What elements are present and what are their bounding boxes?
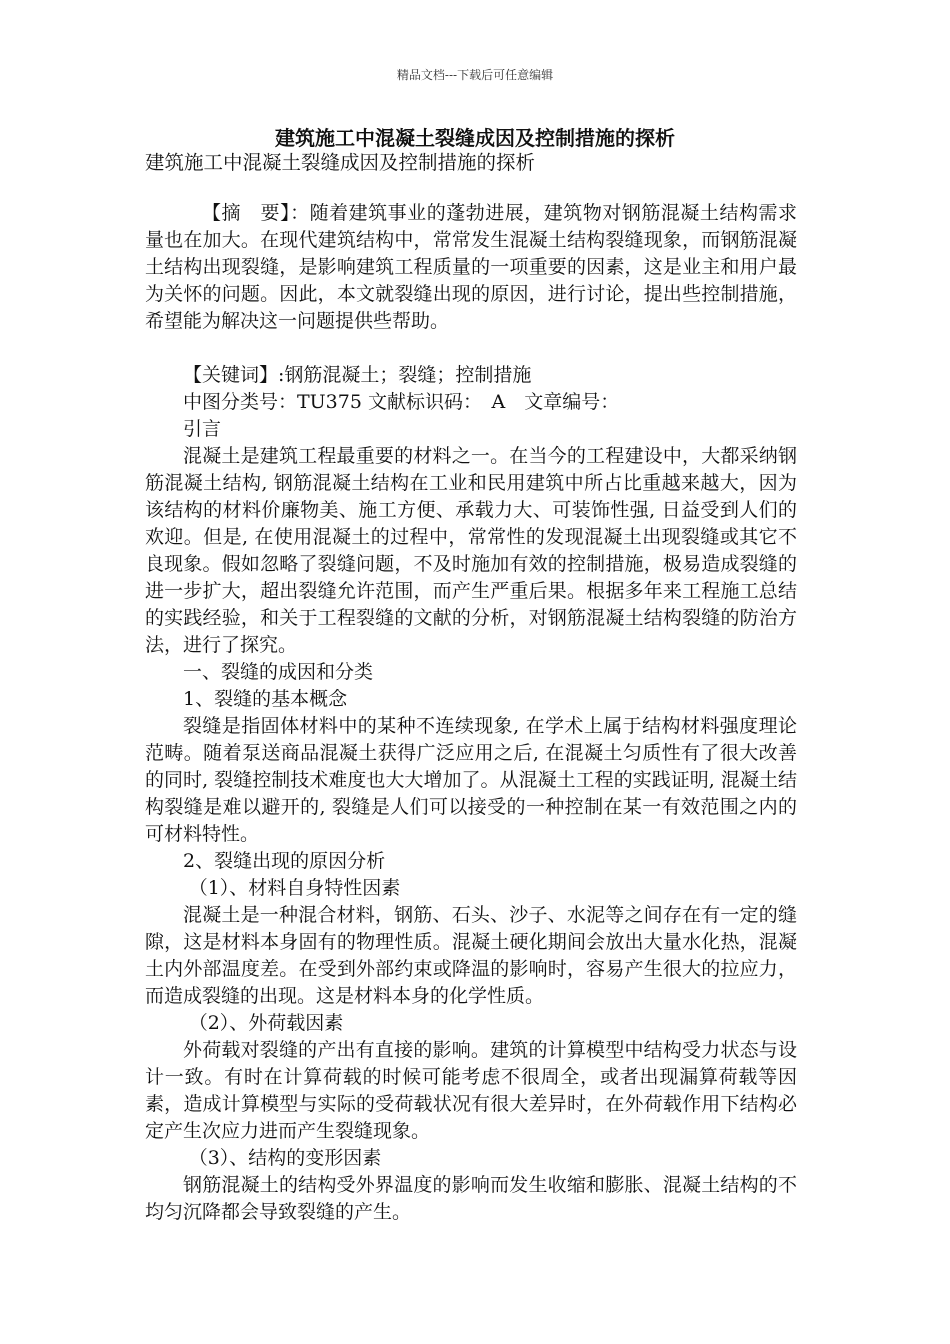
document-body	[145, 200, 797, 1226]
keywords-line: 【关键词】:钢筋混凝土；裂缝；控制措施	[183, 364, 532, 386]
item-paragraph: 钢筋混凝土的结构受外界温度的影响而发生收缩和膨胀、混凝土结构的不均匀沉降都会导致裂缝的产生。	[145, 1174, 797, 1223]
abstract-paragraph: 【摘 要】：随着建筑事业的蓬勃进展，建筑物对钢筋混凝土结构需求量也在加大。在现代建筑结构中，常常发生混凝土结构裂缝现象，而钢筋混凝土结构出现裂缝，是影响建筑工程质量的一项重要的因素，这是业主和用户最为关怀的问题。因此，本文就裂缝出现的原因，进行讨论，提出些控制措施，希望能为解决这一问题提供些帮助。	[145, 202, 797, 332]
classification-line: 中图分类号：TU375 文献标识码： A 文章编号：	[183, 391, 620, 413]
document-title: 建筑施工中混凝土裂缝成因及控制措施的探析	[275, 126, 675, 150]
document-subtitle: 建筑施工中混凝土裂缝成因及控制措施的探析	[145, 151, 536, 174]
item-heading: （1）、材料自身特性因素	[188, 877, 401, 899]
item-heading: （3）、结构的变形因素	[188, 1147, 382, 1169]
section-heading: 一、裂缝的成因和分类	[183, 661, 374, 683]
spacer	[145, 335, 797, 362]
item-paragraph: 混凝土是一种混合材料，钢筋、石头、沙子、水泥等之间存在有一定的缝隙，这是材料本身固有的物理性质。混凝土硬化期间会放出大量水化热，混凝土内外部温度差。在受到外部约束或降温的影响时，容易产生很大的拉应力，而造成裂缝的出现。这是材料本身的化学性质。	[145, 904, 797, 1007]
intro-heading: 引言	[183, 418, 222, 440]
subsection-paragraph: 裂缝是指固体材料中的某种不连续现象, 在学术上属于结构材料强度理论范畴。随着泵送商品混凝土获得广泛应用之后, 在混凝土匀质性有了很大改善的同时, 裂缝控制技术难度也大大增加了。从混凝土工程的实践证明, 混凝土结构裂缝是难以避开的, 裂缝是人们可以接受的一种控制在某一有效范围之内的可材料特性。	[145, 715, 797, 845]
item-heading: （2）、外荷载因素	[188, 1012, 344, 1034]
subsection-heading: 1、裂缝的基本概念	[183, 688, 348, 710]
page-header: 精品文档---下载后可任意编辑	[396, 68, 554, 82]
subsection-heading: 2、裂缝出现的原因分析	[183, 850, 386, 872]
intro-paragraph: 混凝土是建筑工程最重要的材料之一。在当今的工程建设中，大都采纳钢筋混凝土结构, 钢筋混凝土结构在工业和民用建筑中所占比重越来越大，因为该结构的材料价廉物美、施工方便、承载力大、可装饰性强, 日益受到人们的欢迎。但是, 在使用混凝土的过程中，常常性的发现混凝土出现裂缝或其它不良现象。假如忽略了裂缝问题，不及时施加有效的控制措施，极易造成裂缝的进一步扩大，超出裂缝允许范围，而产生严重后果。根据多年来工程施工总结的实践经验，和关于工程裂缝的文献的分析，对钢筋混凝土结构裂缝的防治方法，进行了探究。	[145, 445, 797, 656]
item-paragraph: 外荷载对裂缝的产出有直接的影响。建筑的计算模型中结构受力状态与设计一致。有时在计算荷载的时候可能考虑不很周全，或者出现漏算荷载等因素，造成计算模型与实际的受荷载状况有很大差异时，在外荷载作用下结构必定产生次应力进而产生裂缝现象。	[145, 1039, 797, 1142]
